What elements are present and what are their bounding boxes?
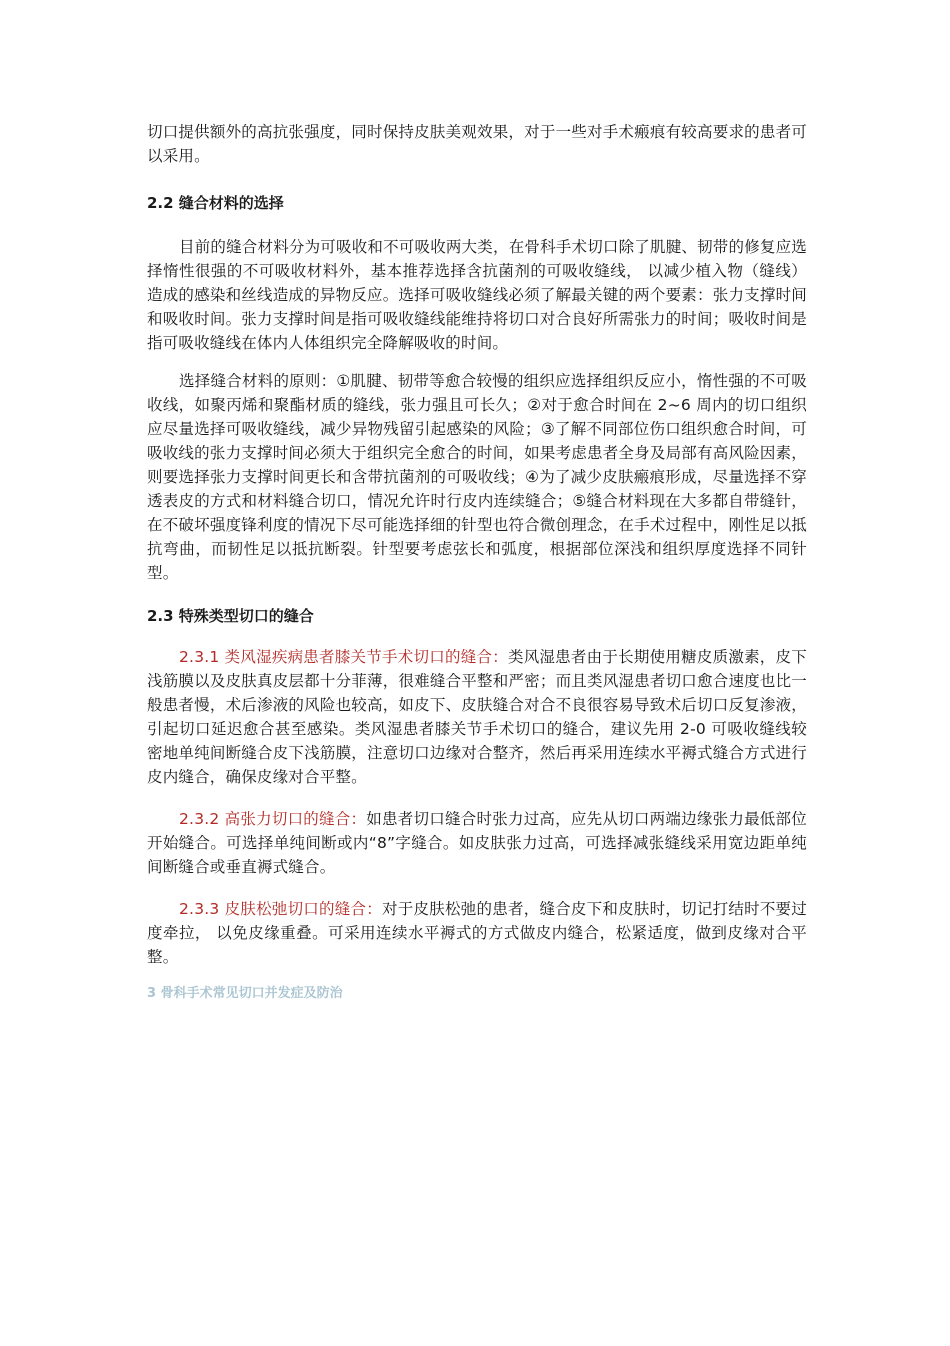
section-2-3-1-title: 2.3.1 类风湿疾病患者膝关节手术切口的缝合：	[179, 648, 508, 666]
section-2-3-3-paragraph	[147, 897, 807, 969]
document-page	[147, 120, 807, 1005]
section-2-3-2-title: 2.3.2 高张力切口的缝合：	[179, 810, 367, 828]
section-2-3-3-title: 2.3.3 皮肤松弛切口的缝合：	[179, 900, 383, 918]
section-2-3-1-body: 类风湿患者由于长期使用糖皮质激素，皮下浅筋膜以及皮肤真皮层都十分菲薄，很难缝合平整和严密；而且类风湿患者切口愈合速度也比一般患者慢，术后渗液的风险也较高，如皮下、皮肤缝合对合不良很容易导致术后切口反复渗液，引起切口延迟愈合甚至感染。类风湿患者膝关节手术切口的缝合，建议先用 2-0 可吸收缝线较密地单纯间断缝合皮下浅筋膜，注意切口边缘对合整齐，然后再采用连续水平褥式缝合方式进行皮内缝合，确保皮缘对合平整。	[147, 648, 807, 786]
section-2-3-3-body: 对于皮肤松弛的患者，缝合皮下和皮肤时，切记打结时不要过度牵拉， 以免皮缘重叠。可采用连续水平褥式的方式做皮内缝合，松紧适度，做到皮缘对合平整。	[147, 900, 807, 966]
section-2-3-2-body: 如患者切口缝合时张力过高，应先从切口两端边缘张力最低部位开始缝合。可选择单纯间断或内“8”字缝合。如皮肤张力过高，可选择减张缝线采用宽边距单纯间断缝合或垂直褥式缝合。	[147, 810, 807, 876]
intro-paragraph: 切口提供额外的高抗张强度，同时保持皮肤美观效果，对于一些对手术瘢痕有较高要求的患者可以采用。	[147, 123, 807, 165]
section-2-3-1-paragraph	[147, 645, 807, 789]
section-3-heading: 3 骨科手术常见切口并发症及防治	[147, 986, 343, 1001]
section-2-2-heading: 2.2 缝合材料的选择	[147, 194, 284, 212]
section-2-3-2-paragraph	[147, 807, 807, 879]
section-2-2-paragraph-2: 选择缝合材料的原则：①肌腱、韧带等愈合较慢的组织应选择组织反应小，惰性强的不可吸收线，如聚丙烯和聚酯材质的缝线，张力强且可长久；②对于愈合时间在 2~6 周内的切口组织应尽量选择可吸收缝线，减少异物残留引起感染的风险；③了解不同部位伤口组织愈合时间，可吸收线的张力支撑时间必须大于组织完全愈合的时间，如果考虑患者全身及局部有高风险因素，则要选择张力支撑时间更长和含带抗菌剂的可吸收线；④为了减少皮肤瘢痕形成，尽量选择不穿透表皮的方式和材料缝合切口，情况允许时行皮内连续缝合；⑤缝合材料现在大多都自带缝针，在不破坏强度锋利度的情况下尽可能选择细的针型也符合微创理念，在手术过程中，刚性足以抵抗弯曲，而韧性足以抵抗断裂。针型要考虑弦长和弧度，根据部位深浅和组织厚度选择不同针型。	[147, 372, 807, 582]
section-2-3-heading: 2.3 特殊类型切口的缝合	[147, 607, 314, 625]
section-2-2-paragraph-1: 目前的缝合材料分为可吸收和不可吸收两大类，在骨科手术切口除了肌腱、韧带的修复应选择惰性很强的不可吸收材料外，基本推荐选择含抗菌剂的可吸收缝线， 以减少植入物（缝线）造成的感染和丝线造成的异物反应。选择可吸收缝线必须了解最关键的两个要素：张力支撑时间和吸收时间。张力支撑时间是指可吸收缝线能维持将切口对合良好所需张力的时间；吸收时间是指可吸收缝线在体内人体组织完全降解吸收的时间。	[147, 238, 808, 352]
